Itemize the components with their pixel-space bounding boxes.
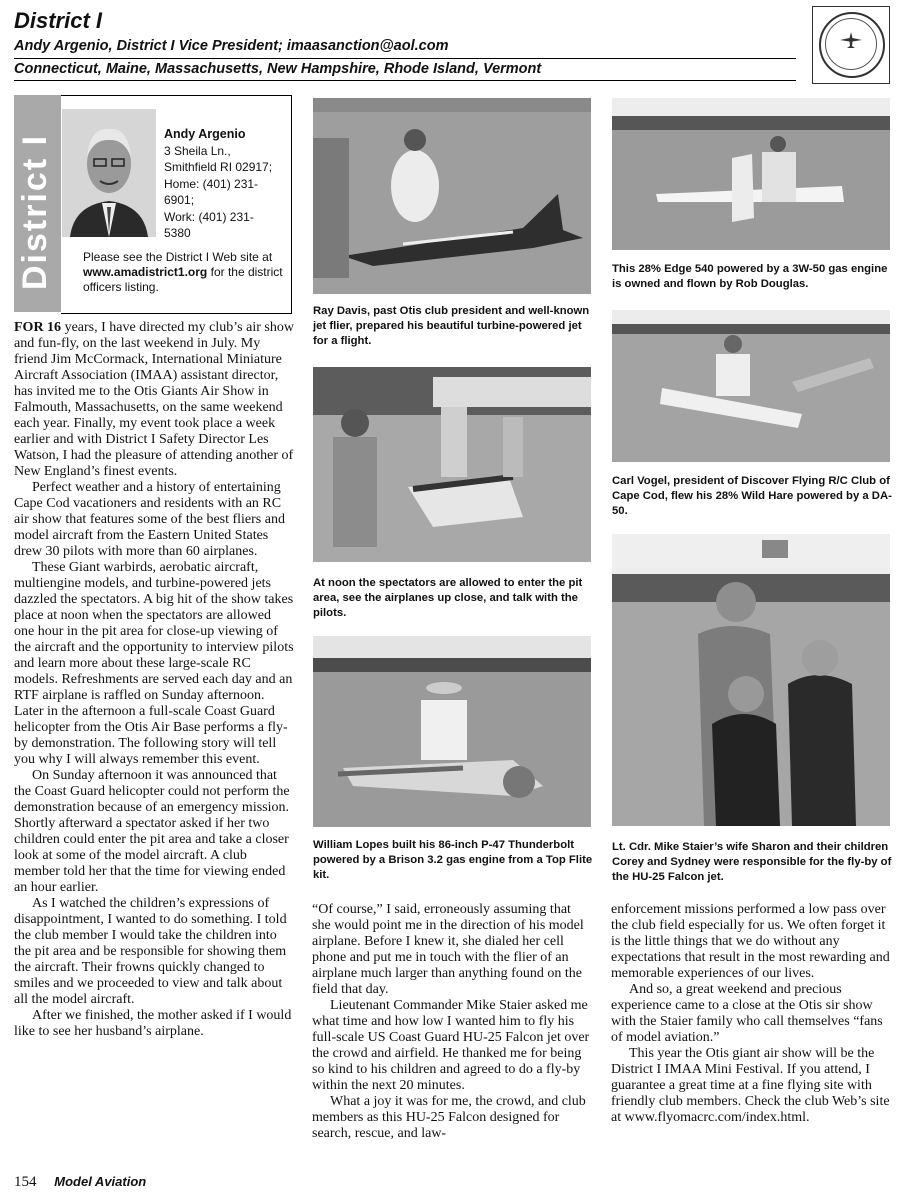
states-line: Connecticut, Maine, Massachusetts, New Hampshire, Rhode Island, Vermont (14, 61, 542, 77)
article-paragraph: As I watched the children’s expressions of disappointment, I wanted to do something. I told the club member I would take the children into the pit area and be responsible for showing them the aircraft. Their frowns quickly changed to smiles and we proceeded to view and talk about all the model aircraft. (14, 896, 287, 1007)
page-footer (14, 1174, 146, 1191)
header-rule (14, 58, 796, 59)
article-paragraph: On Sunday afternoon it was announced that the Coast Guard helicopter could not perform the demonstration because of an emergency mission. Shortly afterward a spectator asked if her two children could enter the pit area and take a closer look at some of the model aircraft. A club member told her that the time for viewing ended an hour earlier. (14, 768, 290, 895)
article-paragraph: Lieutenant Commander Mike Staier asked me what time and how low I wanted him to fly his full-scale US Coast Guard HU-25 Falcon jet over the crowd and airfield. He thanked me for being so kind to his children and agreed to do a fly-by within the next 20 minutes. (312, 998, 590, 1093)
page-title: District I (14, 8, 103, 33)
vp-portrait-photo (62, 109, 156, 237)
district-side-banner (14, 95, 61, 312)
contact-name: Andy Argenio (164, 127, 246, 141)
lead-in: FOR 16 (14, 320, 62, 335)
contact-address (164, 126, 288, 242)
website-note: Please see the District I Web site at www.amadistrict1.org for the district officers listing. (83, 250, 283, 294)
district-website-link[interactable]: www.amadistrict1.org (83, 265, 208, 279)
district-side-label: District I (16, 133, 54, 290)
address-line: 6901; (164, 193, 195, 207)
article-paragraph: enforcement missions performed a low pass over the club field especially for us. We often forget it is the little things that we do without any expectations that result in the most rewarding and memorable experiences of our lives. (611, 902, 890, 981)
ama-seal-logo (812, 6, 890, 84)
magazine-name: Model Aviation (54, 1174, 147, 1189)
article-paragraph: What a joy it was for me, the crowd, and club members as this HU-25 Falcon designed for search, rescue, and law- (312, 1094, 586, 1141)
address-line: Home: (401) 231- (164, 176, 259, 191)
article-paragraph: After we finished, the mother asked if I would like to see her husband’s airplane. (14, 1008, 292, 1039)
caption-family: Lt. Cdr. Mike Staier’s wife Sharon and their children Corey and Sydney were responsible for the fly-by of the HU-25 Falcon jet. (612, 841, 892, 883)
article-column-1 (14, 320, 294, 1040)
caption-edge: This 28% Edge 540 powered by a 3W-50 gas engine is owned and flown by Rob Douglas. (612, 263, 888, 290)
page-number: 154 (14, 1174, 37, 1190)
caption-wild-hare: Carl Vogel, president of Discover Flying R/C Club of Cape Cod, flew his 28% Wild Hare powered by a DA-50. (612, 475, 892, 517)
article-column-3 (611, 902, 893, 1126)
article-column-2 (312, 902, 592, 1142)
jet-photo (313, 98, 591, 294)
address-line: 5380 (164, 226, 191, 240)
address-line: Smithfield RI 02917; (164, 160, 273, 174)
article-paragraph: Perfect weather and a history of entertaining Cape Cod vacationers and residents with an RC air show that features some of the best fliers and model aircraft from the Eastern United States drew 30 pilots with more than 60 airplanes. (14, 480, 285, 559)
p47-photo (313, 636, 591, 827)
caption-p47: William Lopes built his 86-inch P-47 Thunderbolt powered by a Brison 3.2 gas engine from a Top Flite kit. (313, 839, 593, 881)
staier-family-photo (612, 534, 890, 826)
article-paragraph: This year the Otis giant air show will be the District I IMAA Mini Festival. If you attend, I guarantee a great time at a fine flying site with friendly club members. Check the club Web’s site at www.flyomacrc.com/index.html. (611, 1046, 890, 1125)
caption-pit: At noon the spectators are allowed to enter the pit area, see the airplanes up close, and talk with the pilots. (313, 577, 583, 619)
wild-hare-photo (612, 310, 890, 462)
edge-540-photo (612, 98, 890, 250)
address-line: Work: (401) 231- (164, 209, 254, 224)
address-line: 3 Sheila Ln., (164, 143, 231, 158)
article-paragraph: “Of course,” I said, erroneously assuming that she would point me in the direction of his model airplane. Before I knew it, she dialed her cell phone and put me in touch with the flier of an airplane much larger than anything found on the field that day. (312, 902, 584, 997)
caption-jet: Ray Davis, past Otis club president and well-known jet flier, prepared his beautiful turbine-powered jet for a flight. (313, 305, 590, 347)
article-paragraph: FOR 16 years, I have directed my club’s air show and fun-fly, on the last weekend in July. My friend Jim McCormack, International Miniature Aircraft Association (IMAA) assistant director, has invited me to the Otis Giants Air Show in Falmouth, Massachusetts, on the same weekend each year. Finally, my event took place a week earlier and with District I Safety Director Les Watson, I had the pleasure of attending another of New England’s finest events. (14, 320, 294, 479)
article-paragraph: And so, a great weekend and precious experience came to a close at the Otis sir show with the Staier family who call themselves “fans of model aviation.” (611, 982, 883, 1045)
vice-president-line: Andy Argenio, District I Vice President; imaasanction@aol.com (14, 38, 449, 54)
header-rule-bottom (14, 80, 796, 81)
airplane-icon (839, 31, 863, 49)
article-paragraph: These Giant warbirds, aerobatic aircraft, multiengine models, and turbine-powered jets dazzled the spectators. A big hit of the show takes place at noon when the spectators are allowed one hour in the pit area for close-up viewing of the aircraft and the opportunity to interview pilots and learn more about these large-scale RC models. Refreshments are served each day and an RTF airplane is raffled on Sunday afternoon. Later in the afternoon a full-scale Coast Guard helicopter from the Otis Air Base performs a fly-by demonstration. The following story will tell you why I will always remember this event. (14, 560, 294, 767)
pit-area-photo (313, 367, 591, 562)
